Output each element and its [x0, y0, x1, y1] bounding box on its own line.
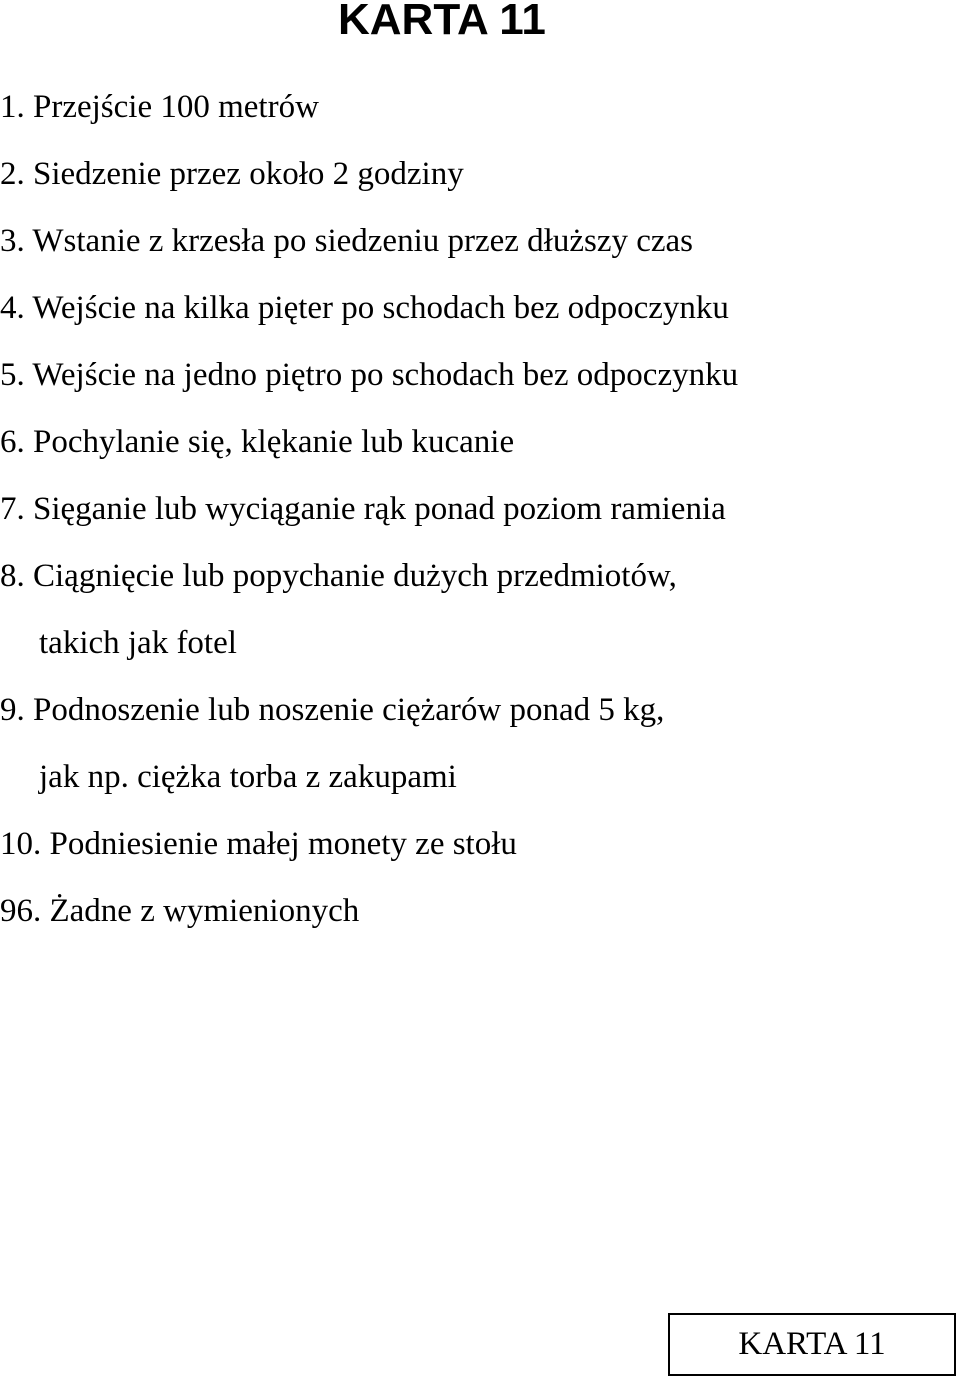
- list-item-continuation: jak np. ciężka torba z zakupami: [39, 759, 457, 795]
- list-item: 8. Ciągnięcie lub popychanie dużych przedmiotów,: [0, 558, 677, 594]
- list-item: 10. Podniesienie małej monety ze stołu: [0, 826, 517, 862]
- card-label-box: KARTA 11: [668, 1313, 956, 1376]
- list-item: 7. Sięganie lub wyciąganie rąk ponad poziom ramienia: [0, 491, 726, 527]
- item-list: [0, 74, 960, 945]
- list-item: 6. Pochylanie się, klękanie lub kucanie: [0, 424, 515, 460]
- list-item: 96. Żadne z wymienionych: [0, 893, 360, 929]
- list-item: 4. Wejście na kilka pięter po schodach bez odpoczynku: [0, 290, 729, 326]
- list-item: 3. Wstanie z krzesła po siedzeniu przez dłuższy czas: [0, 223, 693, 259]
- list-item: 9. Podnoszenie lub noszenie ciężarów ponad 5 kg,: [0, 692, 665, 728]
- list-item: 1. Przejście 100 metrów: [0, 89, 319, 125]
- list-item: 2. Siedzenie przez około 2 godziny: [0, 156, 464, 192]
- list-item: 5. Wejście na jedno piętro po schodach bez odpoczynku: [0, 357, 739, 393]
- page-title: KARTA 11: [338, 0, 546, 44]
- list-item-continuation: takich jak fotel: [39, 625, 237, 661]
